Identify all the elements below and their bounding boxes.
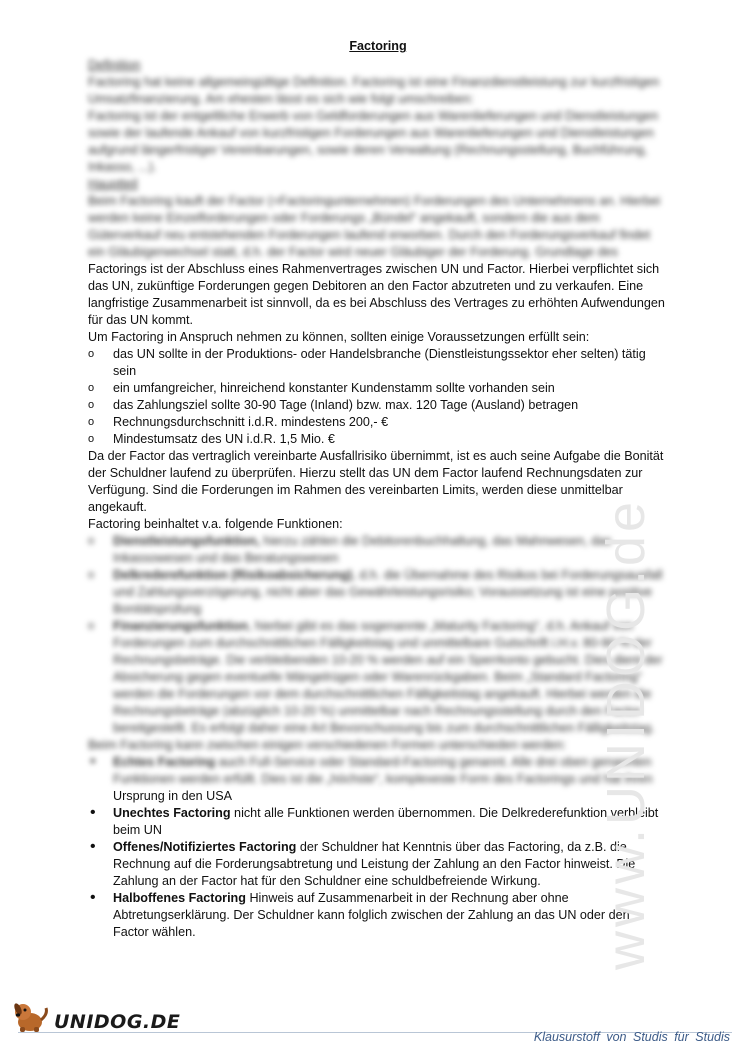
- bullet-term: Finanzierungsfunktion: [113, 619, 249, 633]
- footer-slogan: Klausurstoff von Studis für Studis: [533, 1030, 730, 1044]
- paragraph: Factorings ist der Abschluss eines Rahmenvertrages zwischen UN und Factor. Hierbei verpflichtet sich das UN, zukünftige Forderungen gegen Debitoren an den Factor abzutreten und zu verkaufen. Eine langfristige Zusammenarbeit ist sinnvoll, da es bei Abschluss des Vertrages zu erhöhten Aufwendungen für das UN kommt.: [88, 262, 665, 327]
- bullet-text: nicht alle Funktionen werden übernommen. Die Delkrederefunktion verbleibt beim UN: [113, 806, 659, 837]
- bullet-marker: •: [90, 838, 96, 855]
- document-title: Factoring: [349, 39, 407, 53]
- bullet-text: , hierbei gibt es das sogenannte „Maturity Factoring“, d.h. Ankauf von Forderungen zum durchschnittlichen Fälligkeitstag und unmittelbare Gutschrift i.H.v. 80-90 % der Rechnungsbeträge. Die verbleibenden 10-20 % werden auf ein Sperrkonto gebucht. Dies dient der Absicherung gegen eventuelle Mängelrügen oder Warenrückgaben. Beim „Standard Factoring“ werden die Forderungen vor dem durchschnittlichen Fälligkeitstag angekauft. Hierbei werden die Rechnungsbeträge (abzüglich 10-20 %) unmittelbar nach Rechnungsstellung durch den Factor bereitgestellt. Es erfolgt daher eine Art Bevorschussung bis zum durchschnittlichen Fälligkeitstag.: [113, 619, 663, 735]
- paragraph: Factoring ist der entgeltliche Erwerb von Geldforderungen aus Warenlieferungen und Dienstleistungen sowie der laufende Ankauf von kurzfristigen Forderungen aus Warenlieferungen und Dienstleistungen aufgrund längerfristiger Vereinbarungen, sowie deren Verwaltung (Rechnungsstellung, Buchführung, Inkasso, ...).: [88, 109, 659, 174]
- list-item: [88, 618, 668, 737]
- list-item: [88, 533, 668, 567]
- section-heading: Definition: [88, 58, 141, 72]
- bullet-marker: o: [88, 348, 95, 360]
- paragraph: Um Factoring in Anspruch nehmen zu können, sollten einige Voraussetzungen erfüllt sein:: [88, 330, 590, 344]
- watermark-text: www.UNIDOG.de: [596, 497, 656, 970]
- bullet-text: das UN sollte in der Produktions- oder Handelsbranche (Dienstleistungssektor eher selten) tätig sein: [113, 347, 646, 378]
- bullet-text: Mindestumsatz des UN i.d.R. 1,5 Mio. €: [113, 432, 335, 446]
- list-item: [88, 397, 668, 414]
- unidog-logo[interactable]: [10, 1000, 180, 1034]
- visible-main-section: [88, 261, 668, 533]
- bullet-text: , d.h. die Übernahme des Risikos bei Forderungsausfall und Zahlungsverzögerung, nicht aber das Gewährleistungsrisiko; Voraussetzung ist eine positive Bonitätsprüfung: [113, 568, 663, 616]
- bullet-continuation: Ursprung in den USA: [113, 789, 233, 803]
- bullet-text: das Zahlungsziel sollte 30-90 Tage (Inland) bzw. max. 120 Tage (Ausland) betragen: [113, 398, 579, 412]
- bullet-marker: o: [88, 569, 95, 581]
- bullet-marker: •: [90, 753, 96, 770]
- visible-bottom-section: [88, 788, 668, 941]
- blurred-top-section: [88, 57, 668, 261]
- blurred-middle-section: [88, 533, 668, 788]
- dog-mascot-icon: [10, 1000, 52, 1034]
- bullet-marker: o: [88, 620, 95, 632]
- bullet-term: Echtes Factoring: [113, 755, 216, 769]
- bullet-marker: •: [90, 889, 96, 906]
- bullet-marker: o: [88, 535, 95, 547]
- bullet-text: Hinweis auf Zusammenarbeit in der Rechnung aber ohne Abtretungserklärung. Der Schuldner kann folglich zwischen der Zahlung an das UN oder den Factor wählen.: [113, 891, 630, 939]
- bullet-marker: o: [88, 382, 95, 394]
- list-item: [88, 380, 668, 397]
- list-item: [88, 567, 668, 618]
- bullet-text: auch Full-Service oder Standard-Factoring genannt. Alle drei oben genannten Funktionen werden erfüllt. Dies ist die „höchste“, komplexeste Form des Factorings und hat ihren: [113, 755, 653, 786]
- document-page: [88, 38, 668, 941]
- paragraph: Factoring beinhaltet v.a. folgende Funktionen:: [88, 517, 343, 531]
- bullet-marker: o: [88, 433, 95, 445]
- bullet-marker: o: [88, 399, 95, 411]
- section-heading: Hauptteil: [88, 177, 138, 191]
- bullet-text: hierzu zählen die Debitorenbuchhaltung, das Mahnwesen, das Inkassowesen und das Beratungswesen: [113, 534, 612, 565]
- paragraph: Beim Factoring kann zwischen einigen verschiedenen Formen unterschieden werden:: [88, 738, 567, 752]
- bullet-marker: o: [88, 416, 95, 428]
- paragraph: Factoring hat keine allgemeingültige Definition. Factoring ist eine Finanzdienstleistung zur kurzfristigen Umsatzfinanzierung. Am ehesten lässt es sich wie folgt umschreiben:: [88, 75, 660, 106]
- list-item: [88, 414, 668, 431]
- bullet-term: Delkrederefunktion (Risikoabsicherung): [113, 568, 353, 582]
- list-item: [88, 890, 668, 941]
- list-item: [88, 805, 668, 839]
- bullet-term: Unechtes Factoring: [113, 806, 231, 820]
- bullet-marker: •: [90, 804, 96, 821]
- bullet-text: der Schuldner hat Kenntnis über das Factoring, da z.B. die Rechnung auf die Forderungsabtretung und Leistung der Zahlung an den Factor hinweist. Die Zahlung an der Factor hat für den Schuldner eine schuldbefreiende Wirkung.: [113, 840, 636, 888]
- list-item: [88, 346, 668, 380]
- list-item: [88, 839, 668, 890]
- list-item: [88, 754, 668, 788]
- paragraph: Beim Factoring kauft der Factor (=Factoringunternehmen) Forderungen des Unternehmens an. Hierbei werden keine Einzelforderungen oder Forderungs „Bündel“ angekauft, sondern die aus dem Güterverkauf neu entstehenden Forderungen laufend erworben. Durch den Forderungsverkauf findet ein Gläubigerwechsel statt, d.h. der Factor wird neuer Gläubiger der Forderung. Grundlage des: [88, 194, 661, 259]
- bullet-term: Dienstleistungsfunktion,: [113, 534, 260, 548]
- paragraph: Da der Factor das vertraglich vereinbarte Ausfallrisiko übernimmt, ist es auch seine Aufgabe die Bonität der Schuldner laufend zu überprüfen. Hierzu stellt das UN dem Factor laufend Rechnungsdaten zur Verfügung. Sind die Forderungen im Rahmen des vereinbarten Limits, werden diese unmittelbar angekauft.: [88, 449, 664, 514]
- bullet-term: Halboffenes Factoring: [113, 891, 246, 905]
- bullet-term: Offenes/Notifiziertes Factoring: [113, 840, 297, 854]
- bullet-text: ein umfangreicher, hinreichend konstanter Kundenstamm sollte vorhanden sein: [113, 381, 555, 395]
- logo-text: UNIDOG.DE: [54, 1011, 181, 1033]
- bullet-text: Rechnungsdurchschnitt i.d.R. mindestens 200,- €: [113, 415, 389, 429]
- list-item: [88, 431, 668, 448]
